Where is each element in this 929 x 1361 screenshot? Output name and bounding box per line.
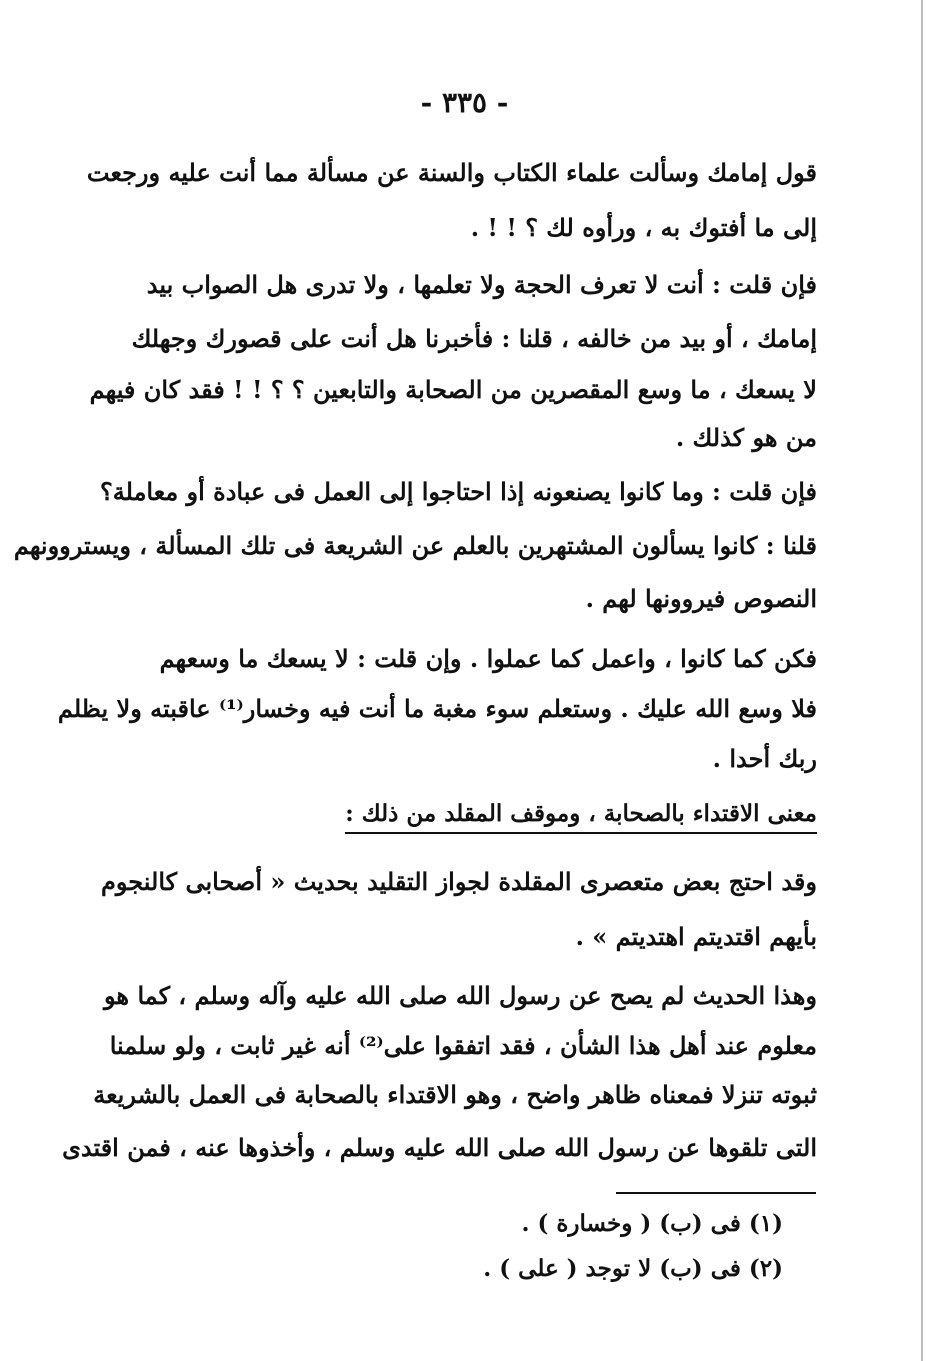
text-line: فكن كما كانوا ، واعمل كما عملوا . وإن قلت : لا يسعك ما وسعهم bbox=[159, 644, 817, 673]
text-line: من هو كذلك . bbox=[675, 423, 817, 452]
text-line: بأيهم اقتديتم اهتديتم » . bbox=[575, 922, 817, 951]
text-line: فلا وسع الله عليك . وستعلم سوء مغبة ما أنت فيه وخسار⁽¹⁾ عاقبته ولا يظلم bbox=[57, 694, 817, 723]
footnote-separator bbox=[616, 1192, 816, 1194]
section-heading: معنى الاقتداء بالصحابة ، وموقف المقلد من ذلك : bbox=[345, 800, 817, 827]
text-line: وقد احتج بعض متعصرى المقلدة لجواز التقليد بحديث « أصحابى كالنجوم bbox=[101, 867, 817, 896]
text-line: إمامك ، أو بيد من خالفه ، قلنا : فأخبرنا هل أنت على قصورك وجهلك bbox=[131, 324, 817, 353]
text-line: فإن قلت : أنت لا تعرف الحجة ولا تعلمها ، ولا تدرى هل الصواب بيد bbox=[146, 270, 817, 299]
footnote: (٢) فى (ب) لا توجد ( على ) . bbox=[483, 1255, 783, 1282]
text-line: إلى ما أفتوك به ، ورأوه لك ؟ ! ! . bbox=[470, 213, 817, 242]
text-line: وهذا الحديث لم يصح عن رسول الله صلى الله عليه وآله وسلم ، كما هو bbox=[104, 981, 817, 1010]
text-line: لا يسعك ، ما وسع المقصرين من الصحابة والتابعين ؟ ؟ ! ! فقد كان فيهم bbox=[89, 375, 817, 404]
text-line: معلوم عند أهل هذا الشأن ، فقد اتفقوا على⁽²⁾ أنه غير ثابت ، ولو سلمنا bbox=[109, 1031, 817, 1060]
text-line: النصوص فيروونها لهم . bbox=[585, 584, 817, 613]
text-line: ربك أحدا . bbox=[712, 744, 817, 773]
text-line: ثبوته تنزلا فمعناه ظاهر واضح ، وهو الاقتداء بالصحابة فى العمل بالشريعة bbox=[93, 1080, 817, 1109]
text-line: التى تلقوها عن رسول الله صلى الله عليه وسلم ، وأخذوها عنه ، فمن اقتدى bbox=[62, 1133, 817, 1162]
text-line: قلنا : كانوا يسألون المشتهرين بالعلم عن الشريعة فى تلك المسألة ، ويستروونهم bbox=[13, 531, 817, 560]
text-line: قول إمامك وسألت علماء الكتاب والسنة عن مسألة مما أنت عليه ورجعت bbox=[86, 158, 817, 187]
page-number: - ٣٣٥ - bbox=[420, 86, 509, 119]
page-edge-rule bbox=[921, 0, 923, 1361]
footnote: (١) فى (ب) ( وخسارة ) . bbox=[521, 1210, 783, 1237]
text-line: فإن قلت : وما كانوا يصنعونه إذا احتاجوا إلى العمل فى عبادة أو معاملة؟ bbox=[100, 477, 817, 506]
heading-underline bbox=[345, 832, 817, 834]
